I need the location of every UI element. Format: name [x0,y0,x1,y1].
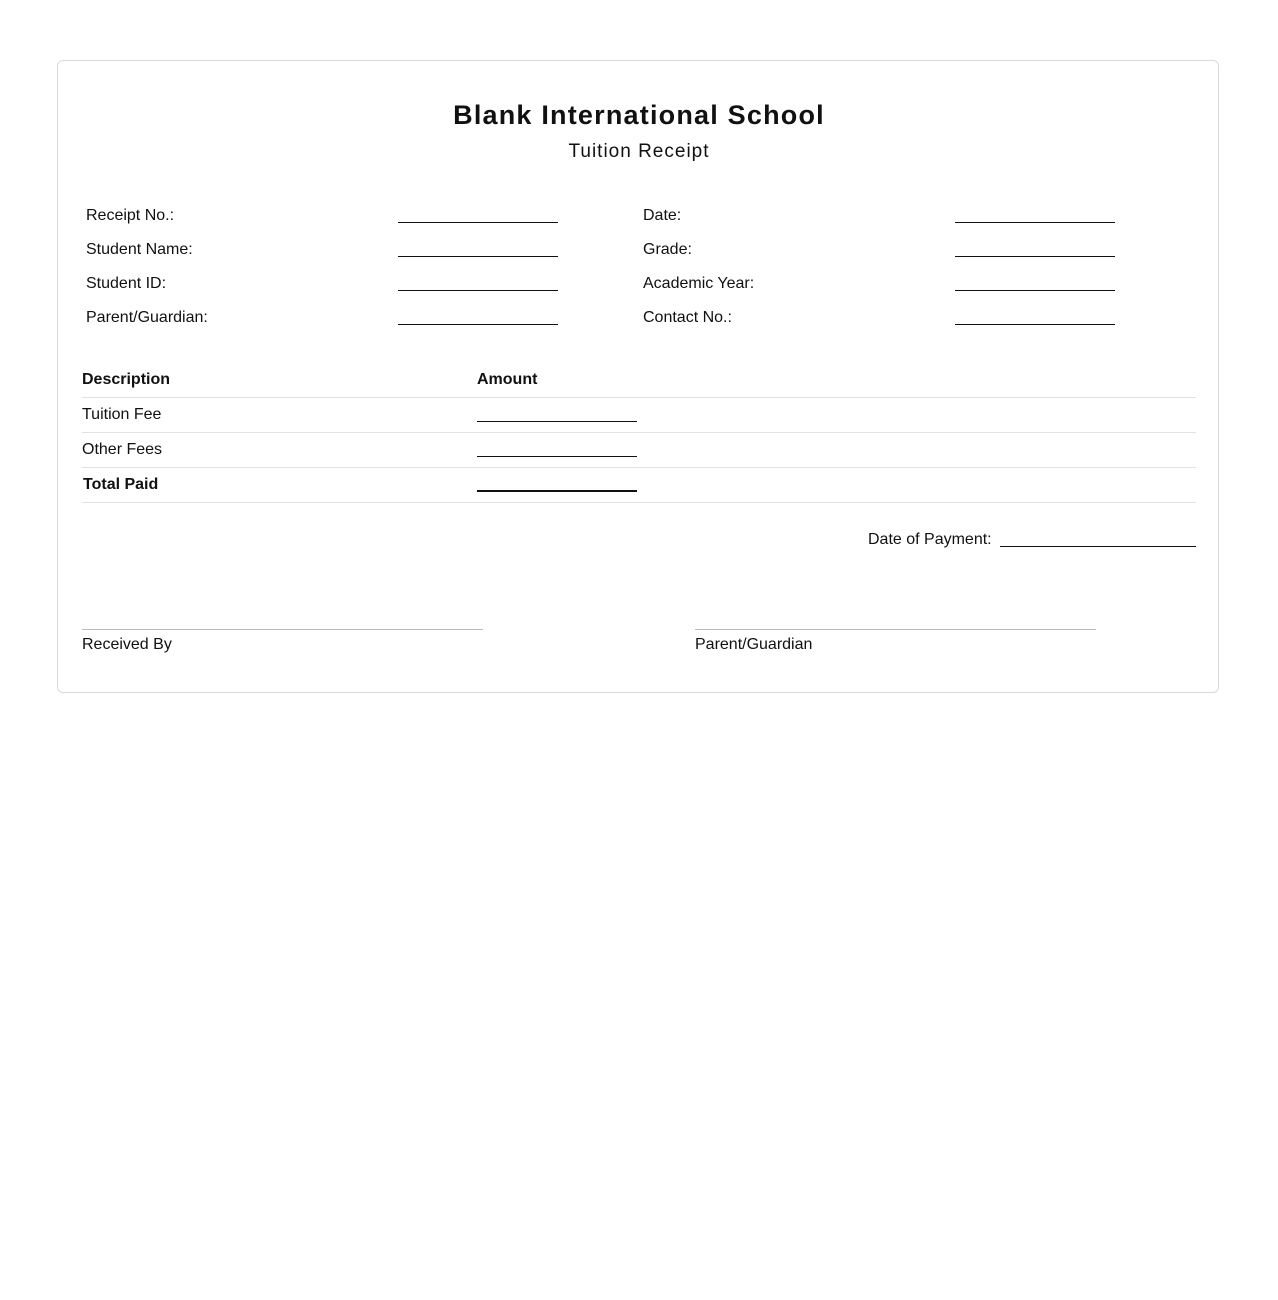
total-paid-amount[interactable] [477,490,637,492]
student-name-field[interactable] [398,256,558,257]
other-fees-amount[interactable] [477,456,637,457]
parent-guardian-field[interactable] [398,324,558,325]
receipt-subtitle: Tuition Receipt [568,141,710,162]
tuition-fee-amount[interactable] [477,421,637,422]
row-divider [82,467,1196,468]
contact-no-field[interactable] [955,324,1115,325]
tuition-fee-label: Tuition Fee [82,406,162,423]
parent-guardian-signature-line [695,629,1096,630]
amount-header: Amount [477,371,538,388]
academic-year-label: Academic Year: [643,275,755,292]
other-fees-label: Other Fees [82,441,163,458]
parent-guardian-signature-label: Parent/Guardian [695,636,813,653]
grade-label: Grade: [643,241,692,258]
grade-field[interactable] [955,256,1115,257]
contact-no-label: Contact No.: [643,309,732,326]
date-field[interactable] [955,222,1115,223]
receipt-no-field[interactable] [398,222,558,223]
row-divider [82,432,1196,433]
academic-year-field[interactable] [955,290,1115,291]
parent-guardian-label: Parent/Guardian: [86,309,208,326]
student-id-field[interactable] [398,290,558,291]
row-divider [82,397,1196,398]
received-by-label: Received By [82,636,172,653]
row-divider [82,502,1196,503]
student-id-label: Student ID: [86,275,167,292]
description-header: Description [82,371,171,388]
date-of-payment-field[interactable] [1000,546,1196,547]
total-paid-label: Total Paid [83,476,159,493]
date-of-payment-label: Date of Payment: [868,531,992,548]
date-label: Date: [643,207,682,224]
receipt-no-label: Receipt No.: [86,207,175,224]
school-name: Blank International School [453,100,825,130]
student-name-label: Student Name: [86,241,193,258]
received-by-signature-line [82,629,483,630]
